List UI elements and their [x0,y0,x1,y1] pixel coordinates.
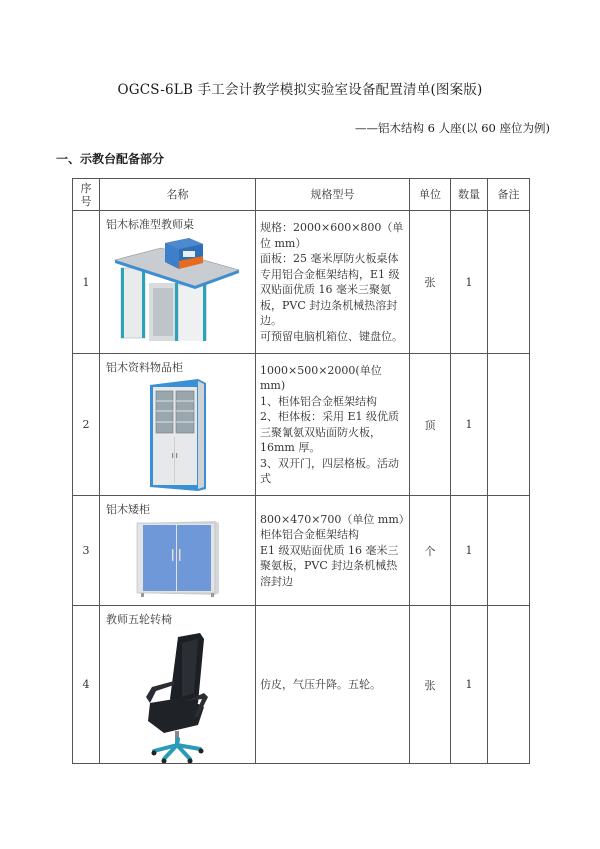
row-index: 2 [73,354,100,496]
spec-line: 规格：2000×600×800（单位 mm） [260,221,404,250]
table-row [73,354,530,496]
row-unit: 张 [410,211,451,354]
header-index: 序号 [73,179,100,211]
row-quantity: 1 [451,354,488,496]
row-index: 3 [73,496,100,606]
spec-line: 柜体铝合金框架结构 [260,528,359,542]
table-row [73,606,530,764]
spec-line: 1、柜体铝合金框架结构 [260,394,377,408]
row-name: 铝木矮柜 [106,503,150,516]
teacher-desk-image [113,238,243,343]
row-name: 教师五轮转椅 [106,613,172,626]
table-row [73,211,530,354]
row-unit: 个 [410,496,451,606]
header-name: 名称 [100,179,256,211]
spec-line: 1000×500×2000(单位 mm) [260,363,382,392]
equipment-table [72,178,530,764]
header-unit: 单位 [410,179,451,211]
row-remark [488,606,530,764]
row-spec [256,354,410,496]
header-spec: 规格型号 [256,179,410,211]
row-remark [488,354,530,496]
row-remark [488,496,530,606]
spec-line: 仿皮，气压升降。五轮。 [260,677,381,691]
row-name-cell [100,606,256,764]
spec-line: 2、柜体板：采用 E1 级优质三聚氰氨双贴面防火板，16mm 厚。 [260,410,400,454]
spec-line: 可预留电脑机箱位、键盘位。 [260,329,403,343]
spec-line: 800×470×700（单位 mm） [260,512,410,526]
row-name-cell [100,211,256,354]
row-name-cell [100,496,256,606]
row-name-cell [100,354,256,496]
row-unit: 张 [410,606,451,764]
row-spec [256,211,410,354]
row-unit: 顶 [410,354,451,496]
row-quantity: 1 [451,606,488,764]
section-heading: 一、示教台配备部分 [56,152,165,166]
row-index: 1 [73,211,100,354]
low-cabinet-image [135,519,221,599]
document-title: OGCS-6LB 手工会计教学模拟实验室设备配置清单(图案版) [117,82,483,98]
header-quantity: 数量 [451,179,488,211]
spec-line: 3、双开门，四层格板。活动式 [260,456,399,485]
spec-line: E1 级双贴面优质 16 毫米三聚氨板，PVC 封边条机械热溶封边 [260,543,399,588]
row-remark [488,211,530,354]
row-name: 铝木标准型教师桌 [106,218,194,231]
spec-line: 面板：25 毫米厚防火板桌体专用铝合金框架结构，E1 级双贴面优质 16 毫米三聚氨板，PVC 封边条机械热溶封边。 [260,252,400,327]
table-row [73,496,530,606]
row-spec [256,606,410,764]
row-spec [256,496,410,606]
row-name: 铝木资料物品柜 [106,361,183,374]
row-quantity: 1 [451,496,488,606]
header-remark: 备注 [488,179,530,211]
row-index: 4 [73,606,100,764]
table-header-row [73,179,530,211]
file-cabinet-image [148,379,208,491]
swivel-chair-image [138,633,218,763]
row-quantity: 1 [451,211,488,354]
document-subtitle: ——铝木结构 6 人座(以 60 座位为例) [354,121,550,135]
